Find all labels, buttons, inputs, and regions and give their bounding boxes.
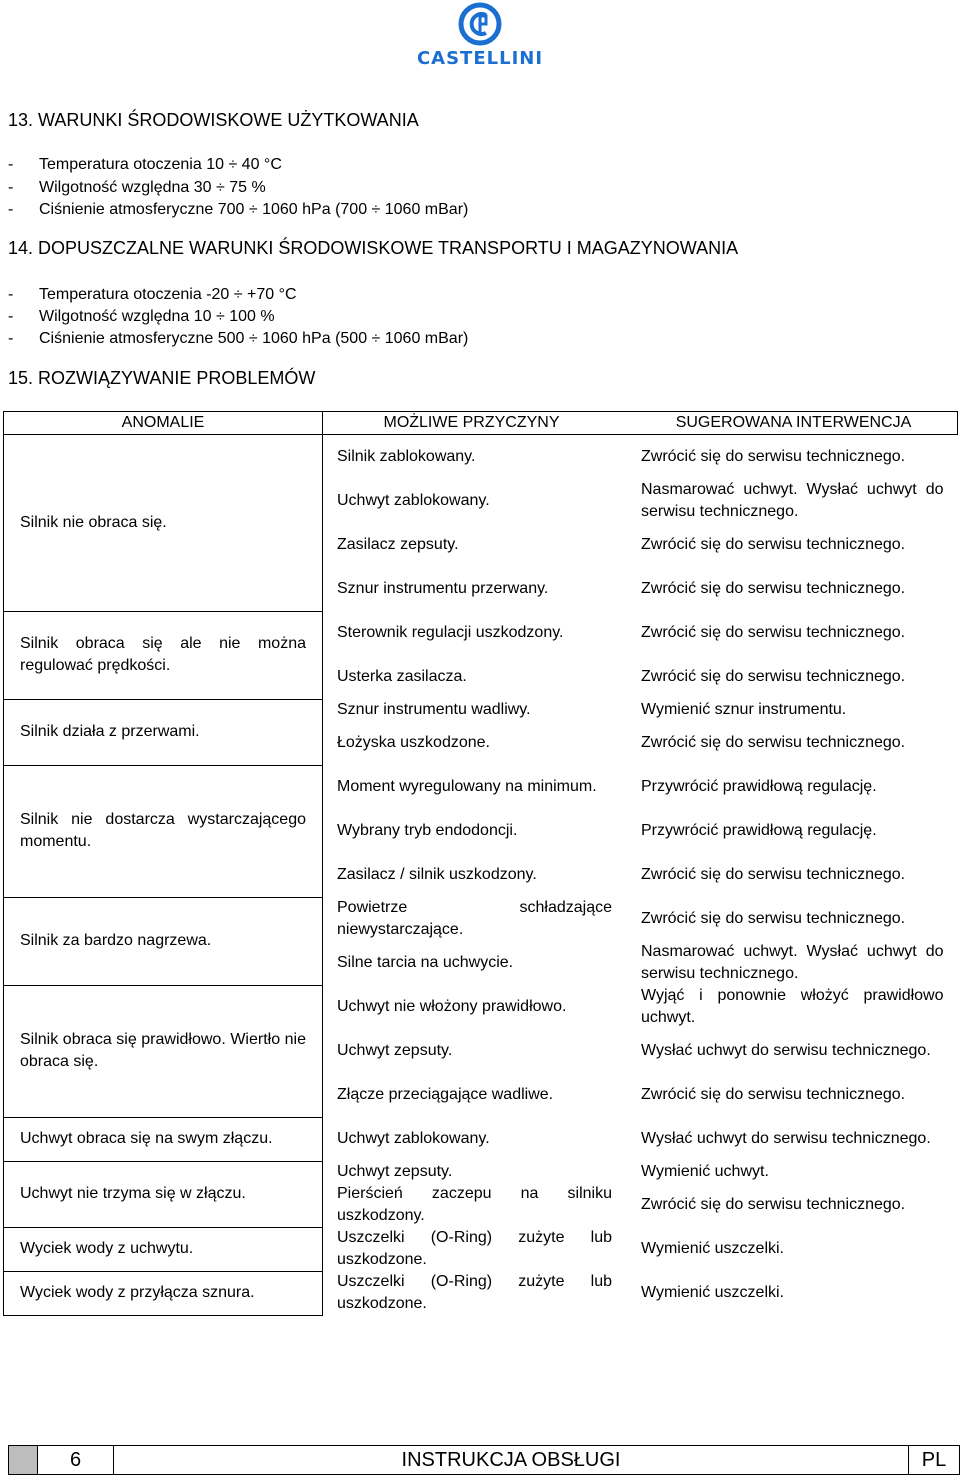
intervention-text: Przywrócić prawidłową regulację. xyxy=(641,822,877,839)
section-14-item: - Ciśnienie atmosferyczne 500 ÷ 1060 hPa (500 ÷ 1060 mBar) xyxy=(8,330,469,347)
cause-text: Moment wyregulowany na minimum. xyxy=(337,778,597,795)
section-14-title: 14. DOPUSZCZALNE WARUNKI ŚRODOWISKOWE TRANSPORTU I MAGAZYNOWANIA xyxy=(8,238,739,258)
intervention-text: Nasmarować uchwyt. Wysłać uchwyt do serwisu technicznego. xyxy=(641,943,944,982)
causes-cell xyxy=(323,1161,958,1227)
footer-title: INSTRUKCJA OBSŁUGI xyxy=(114,1446,909,1474)
brand-name: CASTELLINI xyxy=(416,48,544,69)
troubleshooting-table xyxy=(3,411,958,1316)
intervention-text: Zwrócić się do serwisu technicznego. xyxy=(641,668,906,685)
intervention-text: Wymienić uszczelki. xyxy=(641,1240,784,1257)
intervention-text: Nasmarować uchwyt. Wysłać uchwyt do serwisu technicznego. xyxy=(641,481,944,520)
causes-cell xyxy=(323,699,958,765)
cause-row xyxy=(323,1271,944,1315)
table-row xyxy=(4,1161,958,1227)
table-row xyxy=(4,699,958,765)
anomaly-cell: Silnik nie dostarcza wystarczającego momentu. xyxy=(4,765,323,897)
logo-emblem-icon xyxy=(458,2,502,46)
cause-text: Zasilacz zepsuty. xyxy=(337,536,459,553)
cause-text: Łożyska uszkodzone. xyxy=(337,734,490,751)
table-header-row xyxy=(4,412,958,435)
cause-row xyxy=(323,985,944,1029)
table-row xyxy=(4,985,958,1117)
causes-cell xyxy=(323,897,958,985)
cause-row xyxy=(323,479,944,523)
cause-text: Złącze przeciągające wadliwe. xyxy=(337,1086,554,1103)
cause-text: Powietrze schładzające niewystarczające. xyxy=(337,899,612,938)
cause-text: Uchwyt zepsuty. xyxy=(337,1163,453,1180)
section-15-title: 15. ROZWIĄZYWANIE PROBLEMÓW xyxy=(8,368,316,388)
table-row xyxy=(4,1117,958,1161)
cause-row xyxy=(323,1117,944,1161)
cause-text: Uchwyt zablokowany. xyxy=(337,492,490,509)
intervention-text: Zwrócić się do serwisu technicznego. xyxy=(641,624,906,641)
cause-row xyxy=(323,853,944,897)
table-row xyxy=(4,897,958,985)
cause-row xyxy=(323,435,944,479)
table-header-causes-interventions xyxy=(323,412,958,435)
section-13-item: - Wilgotność względna 30 ÷ 75 % xyxy=(8,179,266,196)
anomaly-cell: Wyciek wody z przyłącza sznura. xyxy=(4,1271,323,1315)
table-header-interventions: SUGEROWANA INTERWENCJA xyxy=(675,414,912,431)
intervention-text: Wymienić uszczelki. xyxy=(641,1284,784,1301)
intervention-text: Przywrócić prawidłową regulację. xyxy=(641,778,877,795)
cause-text: Sznur instrumentu przerwany. xyxy=(337,580,549,597)
table-row xyxy=(4,611,958,699)
causes-cell xyxy=(323,1117,958,1161)
anomaly-cell: Silnik za bardzo nagrzewa. xyxy=(4,897,323,985)
cause-row xyxy=(323,1161,944,1183)
section-13-item: - Temperatura otoczenia 10 ÷ 40 °C xyxy=(8,156,282,173)
cause-text: Zasilacz / silnik uszkodzony. xyxy=(337,866,537,883)
intervention-text: Zwrócić się do serwisu technicznego. xyxy=(641,1086,906,1103)
anomaly-cell: Silnik obraca się ale nie można regulować prędkości. xyxy=(4,611,323,699)
cause-row xyxy=(323,1183,944,1227)
intervention-text: Zwrócić się do serwisu technicznego. xyxy=(641,734,906,751)
causes-cell xyxy=(323,985,958,1117)
table-row xyxy=(4,435,958,612)
cause-text: Uchwyt zablokowany. xyxy=(337,1130,490,1147)
intervention-text: Zwrócić się do serwisu technicznego. xyxy=(641,1196,906,1213)
table-row xyxy=(4,1271,958,1315)
causes-cell xyxy=(323,1271,958,1315)
causes-cell xyxy=(323,435,958,612)
castellini-logo xyxy=(410,2,550,74)
cause-row xyxy=(323,523,944,567)
cause-text: Uszczelki (O-Ring) zużyte lub uszkodzone. xyxy=(337,1273,612,1312)
table-row xyxy=(4,765,958,897)
anomaly-cell: Uchwyt obraca się na swym złączu. xyxy=(4,1117,323,1161)
cause-row xyxy=(323,721,944,765)
section-13-title: 13. WARUNKI ŚRODOWISKOWE UŻYTKOWANIA xyxy=(8,110,419,130)
anomaly-cell: Wyciek wody z uchwytu. xyxy=(4,1227,323,1271)
cause-row xyxy=(323,809,944,853)
intervention-text: Zwrócić się do serwisu technicznego. xyxy=(641,910,906,927)
table-row xyxy=(4,1227,958,1271)
intervention-text: Wysłać uchwyt do serwisu technicznego. xyxy=(641,1130,931,1147)
cause-row xyxy=(323,655,944,699)
cause-row xyxy=(323,897,944,941)
cause-text: Usterka zasilacza. xyxy=(337,668,467,685)
cause-row xyxy=(323,567,944,611)
cause-text: Sznur instrumentu wadliwy. xyxy=(337,701,531,718)
cause-row xyxy=(323,1073,944,1117)
intervention-text: Zwrócić się do serwisu technicznego. xyxy=(641,448,906,465)
intervention-text: Zwrócić się do serwisu technicznego. xyxy=(641,580,906,597)
footer-language: PL xyxy=(921,1449,947,1471)
cause-text: Sterownik regulacji uszkodzony. xyxy=(337,624,564,641)
cause-text: Uchwyt nie włożony prawidłowo. xyxy=(337,998,567,1015)
cause-text: Silne tarcia na uchwycie. xyxy=(337,954,514,971)
intervention-text: Zwrócić się do serwisu technicznego. xyxy=(641,866,906,883)
section-14-item: - Wilgotność względna 10 ÷ 100 % xyxy=(8,308,275,325)
intervention-text: Wymienić uchwyt. xyxy=(641,1163,769,1180)
causes-cell xyxy=(323,1227,958,1271)
intervention-text: Wymienić sznur instrumentu. xyxy=(641,701,847,718)
causes-cell xyxy=(323,611,958,699)
anomaly-cell: Uchwyt nie trzyma się w złączu. xyxy=(4,1161,323,1227)
cause-text: Uszczelki (O-Ring) zużyte lub uszkodzone. xyxy=(337,1229,612,1268)
table-header-causes: MOŻLIWE PRZYCZYNY xyxy=(383,414,560,431)
cause-row xyxy=(323,699,944,721)
cause-row xyxy=(323,941,944,985)
causes-cell xyxy=(323,765,958,897)
footer-marker xyxy=(9,1446,38,1474)
cause-row xyxy=(323,765,944,809)
anomaly-cell: Silnik obraca się prawidłowo. Wiertło nie obraca się. xyxy=(4,985,323,1117)
section-14-item: - Temperatura otoczenia -20 ÷ +70 °C xyxy=(8,286,297,303)
anomaly-cell: Silnik działa z przerwami. xyxy=(4,699,323,765)
page-footer xyxy=(8,1445,960,1475)
cause-text: Wybrany tryb endodoncji. xyxy=(337,822,518,839)
intervention-text: Zwrócić się do serwisu technicznego. xyxy=(641,536,906,553)
intervention-text: Wyjąć i ponownie włożyć prawidłowo uchwyt. xyxy=(641,987,944,1026)
intervention-text: Wysłać uchwyt do serwisu technicznego. xyxy=(641,1042,931,1059)
cause-text: Pierścień zaczepu na silniku uszkodzony. xyxy=(337,1185,612,1224)
cause-row xyxy=(323,1227,944,1271)
page-number: 6 xyxy=(38,1446,114,1474)
section-13-item: - Ciśnienie atmosferyczne 700 ÷ 1060 hPa (700 ÷ 1060 mBar) xyxy=(8,201,469,218)
cause-row xyxy=(323,611,944,655)
table-header-anomalies: ANOMALIE xyxy=(4,412,323,435)
cause-text: Uchwyt zepsuty. xyxy=(337,1042,453,1059)
cause-row xyxy=(323,1029,944,1073)
anomaly-cell: Silnik nie obraca się. xyxy=(4,435,323,612)
cause-text: Silnik zablokowany. xyxy=(337,448,476,465)
